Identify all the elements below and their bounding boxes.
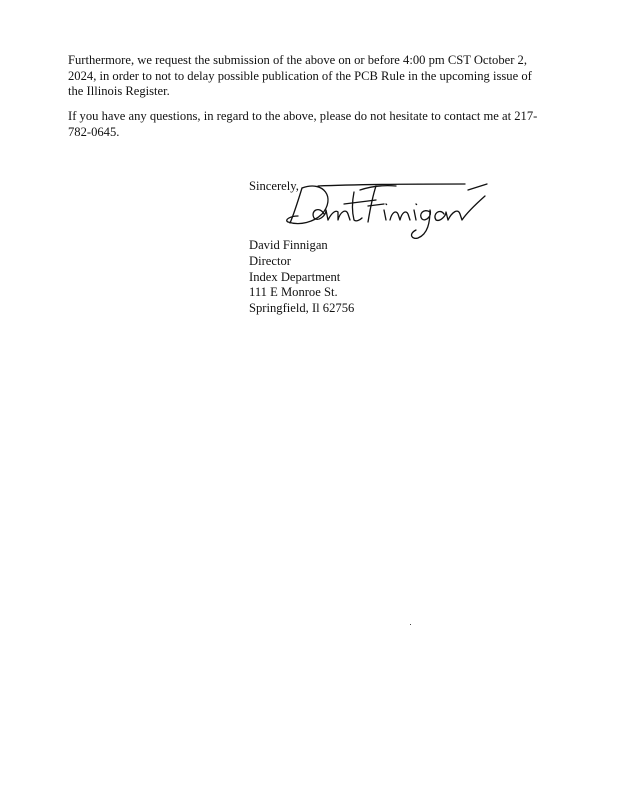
signer-name: David Finnigan <box>249 238 328 252</box>
signature-block <box>249 238 354 317</box>
signer-title: Director <box>249 253 291 268</box>
body-paragraph-contact: If you have any questions, in regard to the above, please do not hesitate to contact me at 217-782-0645. <box>68 109 538 139</box>
closing-salutation: Sincerely, <box>249 179 299 193</box>
scan-speck <box>410 624 411 625</box>
body-paragraph-deadline: Furthermore, we request the submission of the above on or before 4:00 pm CST October 2, 2024, in order to not to delay possible publication of the PCB Rule in the upcoming issue of the Illinois Register. <box>68 53 532 98</box>
signer-street: 111 E Monroe St. <box>249 285 338 300</box>
signer-city: Springfield, Il 62756 <box>249 301 355 316</box>
signer-department: Index Department <box>249 269 341 284</box>
